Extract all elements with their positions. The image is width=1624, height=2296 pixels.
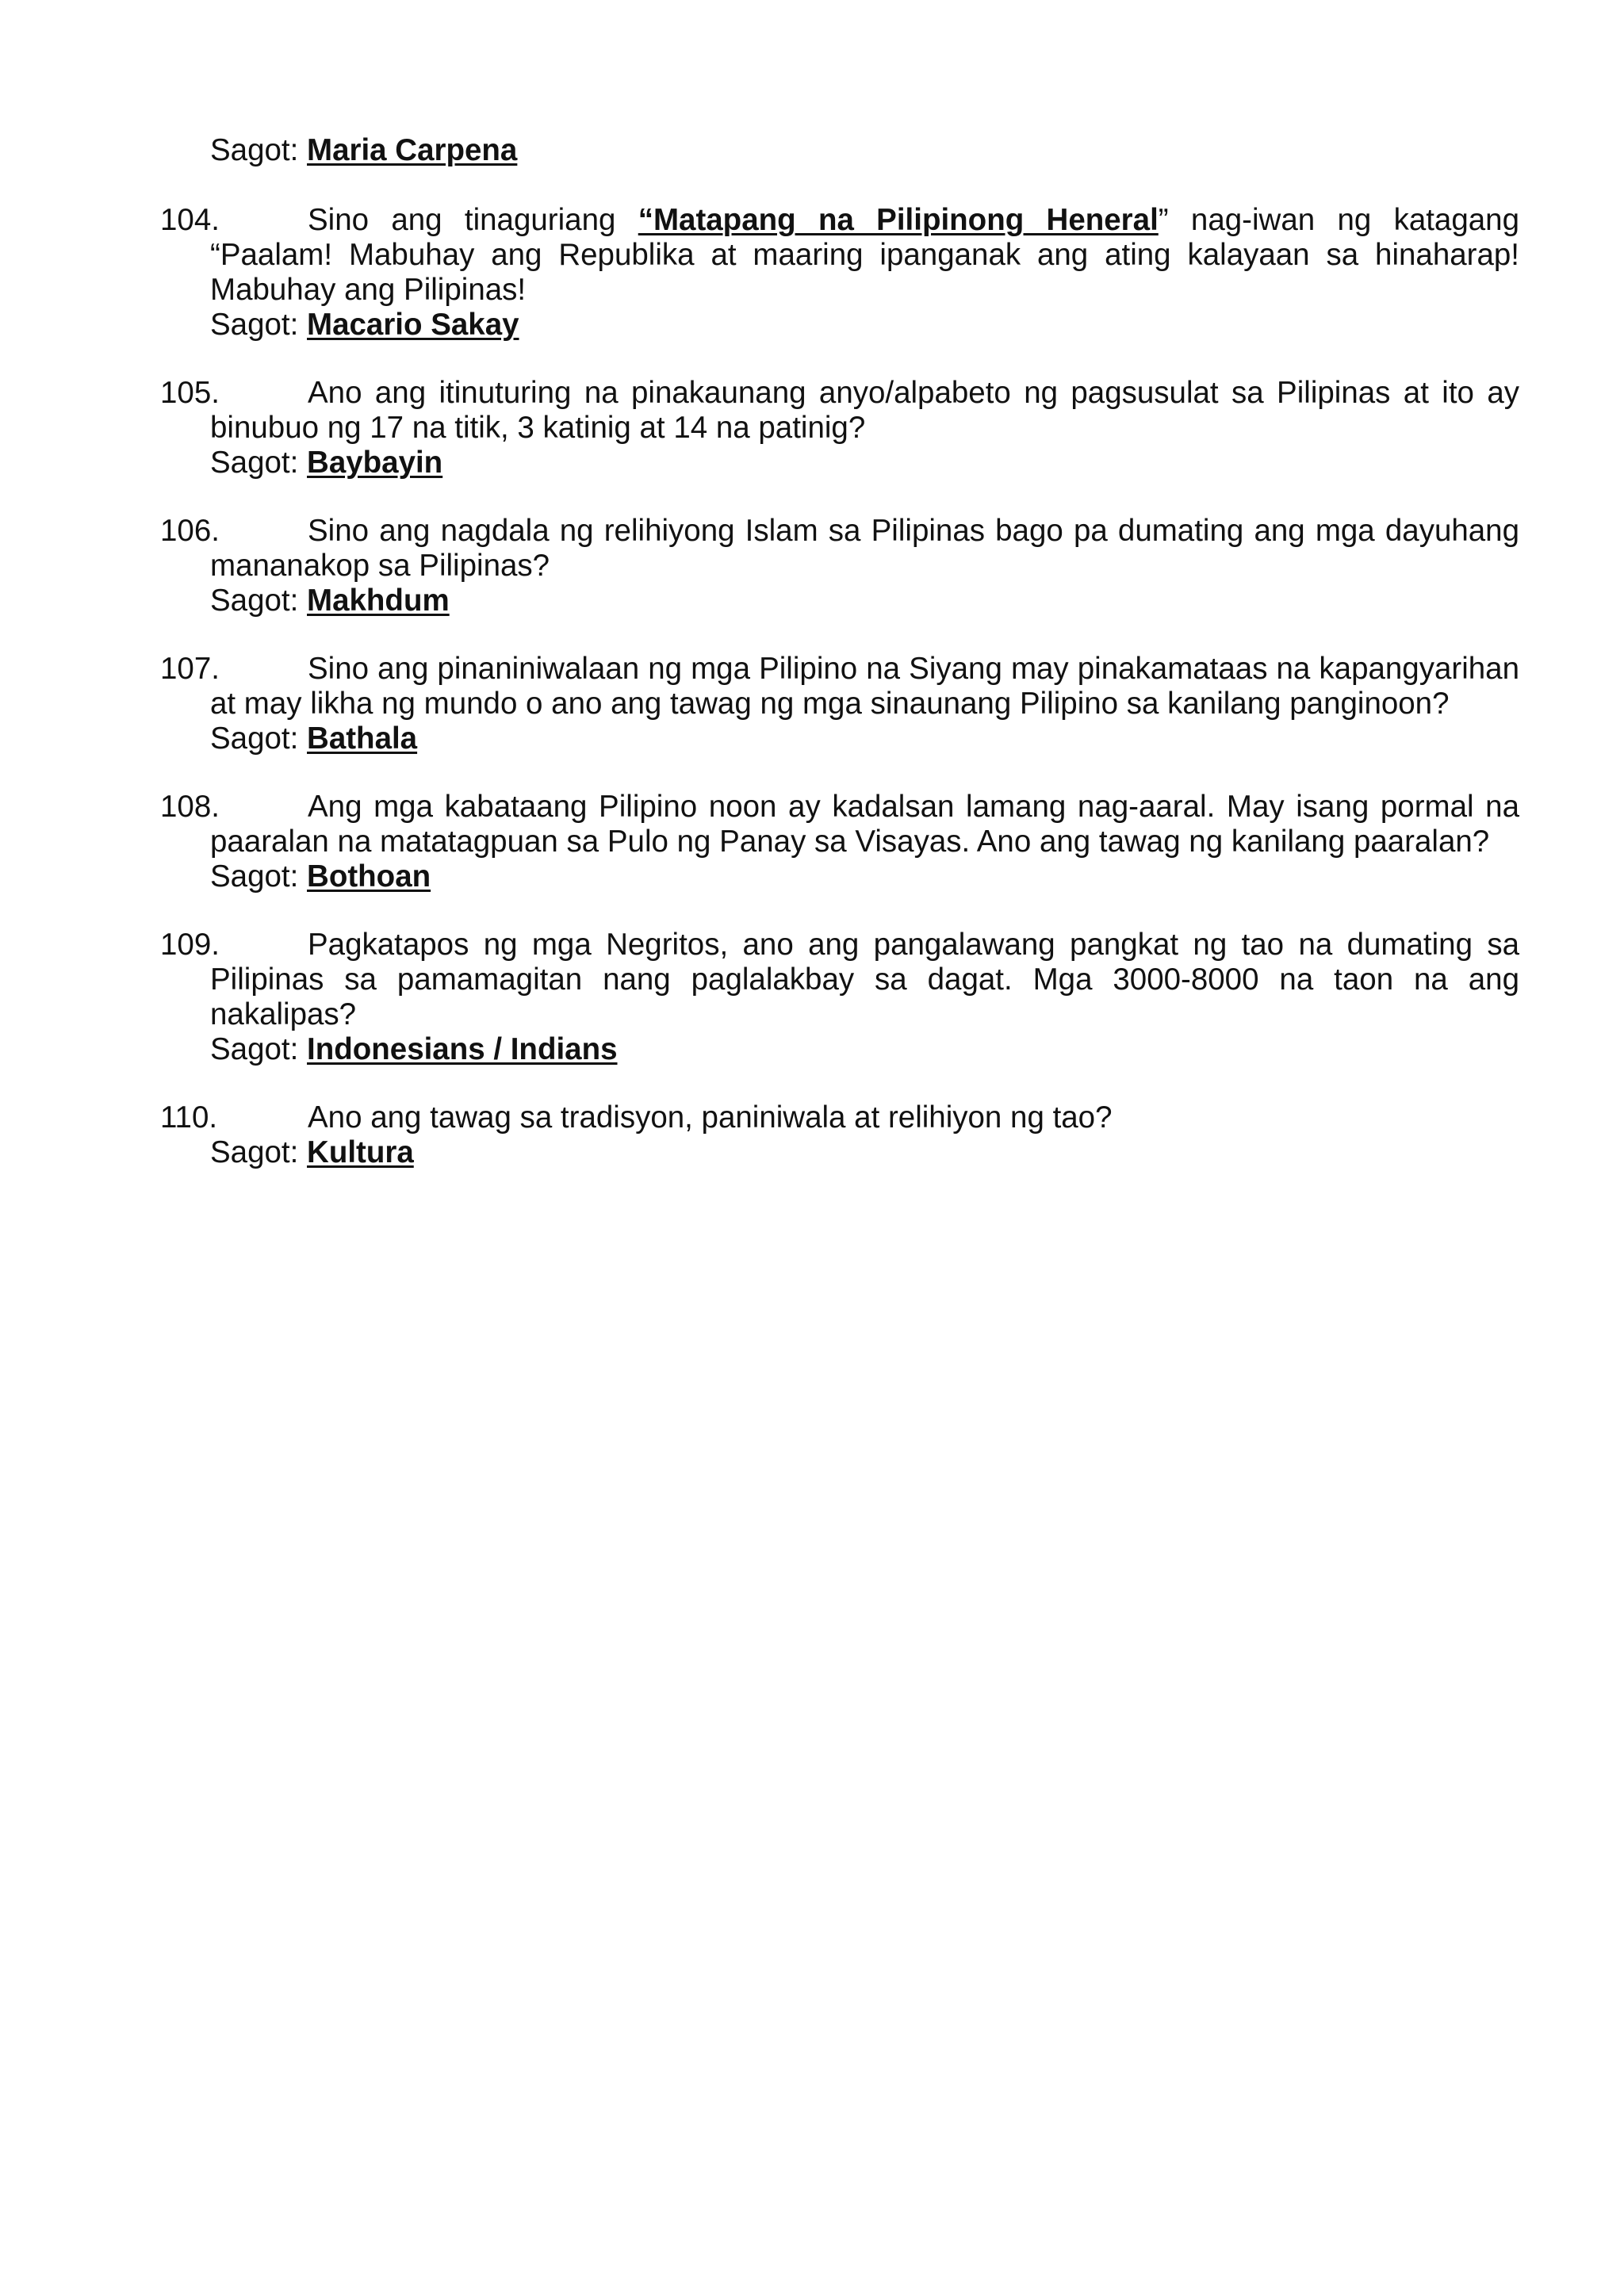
- answer-line: [210, 446, 1624, 480]
- question-text: Ang mga kabataang Pilipino noon ay kadalsan lamang nag-aaral. May isang pormal na paaralan na matatagpuan sa Pulo ng Panay sa Visayas. Ano ang tawag ng kanilang paaralan?: [210, 790, 1519, 859]
- question-item: [0, 790, 1624, 894]
- answer-line: [210, 133, 517, 168]
- question-number: 107.: [160, 652, 220, 686]
- question-text: Sino ang pinaniniwalaan ng mga Pilipino na Siyang may pinakamataas na kapangyarihan at may likha ng mundo o ano ang tawag ng mga sinaunang Pilipino sa kanilang panginoon?: [210, 652, 1519, 721]
- question-item: [0, 514, 1624, 618]
- question-text: Ano ang itinuturing na pinakaunang anyo/alpabeto ng pagsusulat sa Pilipinas at ito ay binubuo ng 17 na titik, 3 katinig at 14 na patinig?: [210, 376, 1519, 445]
- answer-value: Maria Carpena: [307, 133, 518, 167]
- answer-label: Sagot:: [210, 446, 308, 480]
- question-number: 110.: [160, 1100, 218, 1135]
- question-text: Pagkatapos ng mga Negritos, ano ang pangalawang pangkat ng tao na dumating sa Pilipinas sa pamamagitan nang paglalakbay sa dagat. Mga 3000-8000 na taon na ang nakalipas?: [210, 928, 1519, 1031]
- question-item: [0, 376, 1624, 480]
- answer-label: Sagot:: [210, 721, 308, 756]
- question-list: [0, 203, 1624, 1203]
- question-item: [0, 928, 1624, 1067]
- answer-label: Sagot:: [210, 133, 308, 167]
- question-item: [0, 652, 1624, 756]
- answer-line: [210, 1032, 1624, 1067]
- answer-label: Sagot:: [210, 859, 308, 894]
- answer-value: Baybayin: [307, 446, 443, 480]
- question-number: 109.: [160, 928, 220, 962]
- question-item: [0, 203, 1624, 342]
- question-number: 108.: [160, 790, 220, 824]
- question-number: 106.: [160, 514, 220, 548]
- answer-line: [210, 308, 1624, 342]
- question-item: [0, 1100, 1624, 1170]
- answer-value: Bothoan: [307, 859, 431, 894]
- answer-label: Sagot:: [210, 584, 308, 618]
- answer-value: Macario Sakay: [307, 308, 519, 342]
- answer-line: [210, 1135, 1624, 1170]
- question-text: Sino ang tinaguriang “Matapang na Pilipinong Heneral” nag-iwan ng katagang “Paalam! Mabuhay ang Republika at maaring ipanganak ang ating kalayaan sa hinaharap! Mabuhay ang Pilipinas!: [210, 203, 1519, 307]
- emphasized-phrase: “Matapang na Pilipinong Heneral: [638, 203, 1159, 237]
- answer-label: Sagot:: [210, 1032, 308, 1066]
- answer-label: Sagot:: [210, 1135, 308, 1169]
- answer-line: [210, 859, 1624, 894]
- question-text: Sino ang nagdala ng relihiyong Islam sa Pilipinas bago pa dumating ang mga dayuhang mananakop sa Pilipinas?: [210, 514, 1519, 583]
- question-text: Ano ang tawag sa tradisyon, paniniwala at relihiyon ng tao?: [308, 1100, 1113, 1135]
- question-number: 104.: [160, 203, 220, 237]
- answer-value: Indonesians / Indians: [307, 1032, 618, 1066]
- answer-label: Sagot:: [210, 308, 308, 342]
- answer-value: Makhdum: [307, 584, 450, 618]
- answer-value: Kultura: [307, 1135, 414, 1169]
- answer-line: [210, 721, 1624, 756]
- question-number: 105.: [160, 376, 220, 410]
- answer-value: Bathala: [307, 721, 418, 756]
- answer-line: [210, 584, 1624, 618]
